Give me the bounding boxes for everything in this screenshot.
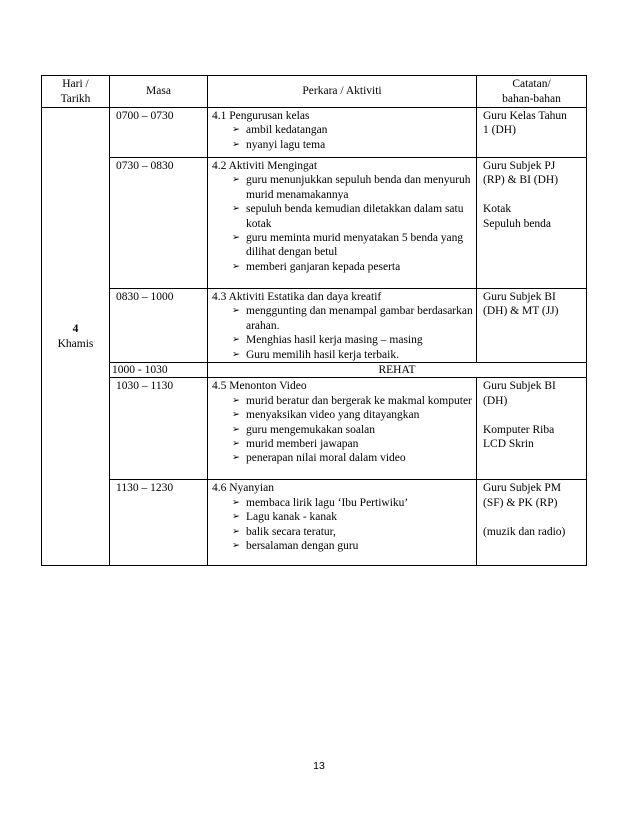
- activity-title: 4.1 Pengurusan kelas: [212, 110, 310, 122]
- notes-spacer: [483, 408, 583, 422]
- list-item: ➢ Menghias hasil kerja masing – masing: [232, 333, 474, 347]
- list-item: ➢ guru menunjukkan sepuluh benda dan menyuruh murid menamakannya: [232, 173, 474, 202]
- time-cell: 1130 – 1230: [110, 480, 208, 566]
- time-cell: 1030 – 1130: [110, 378, 208, 480]
- activity-list: [212, 496, 474, 554]
- table-row: [42, 108, 587, 158]
- list-item: ➢ memberi ganjaran kepada peserta: [232, 260, 474, 274]
- notes-line: Guru Subjek PJ: [483, 160, 556, 172]
- activity-list: [212, 123, 474, 152]
- activity-cell: [208, 378, 477, 480]
- activity-title: 4.6 Nyanyian: [212, 482, 274, 495]
- activity-cell: [208, 480, 477, 566]
- list-item: ➢ Guru memilih hasil kerja terbaik.: [232, 348, 474, 362]
- list-item: ➢ Lagu kanak - kanak: [232, 510, 474, 524]
- notes-line: Guru Kelas Tahun: [483, 110, 567, 122]
- notes-line: Kotak: [483, 203, 512, 216]
- header-catatan-line1: Catatan/: [512, 78, 551, 91]
- list-item: ➢ sepuluh benda kemudian diletakkan dalam satu kotak: [232, 202, 474, 231]
- day-name: Khamis: [57, 337, 94, 350]
- notes-cell: [477, 378, 587, 480]
- list-item: ➢ murid beratur dan bergerak ke makmal komputer: [232, 394, 474, 408]
- page-number: 13: [313, 760, 325, 772]
- header-hari-line1: Hari /: [62, 78, 89, 91]
- table-row: [42, 158, 587, 289]
- header-row: [42, 76, 587, 108]
- list-item: ➢ menggunting dan menampal gambar berdasarkan arahan.: [232, 304, 474, 333]
- list-item: ➢ ambil kedatangan: [232, 123, 474, 137]
- notes-line: 1 (DH): [483, 124, 516, 137]
- activity-cell: [208, 158, 477, 289]
- list-item: ➢ guru mengemukakan soalan: [232, 423, 474, 437]
- break-time: 1000 - 1030: [110, 363, 208, 378]
- time-cell: 0730 – 0830: [110, 158, 208, 289]
- activity-list: [212, 394, 474, 466]
- notes-cell: [477, 158, 587, 289]
- header-masa: Masa: [110, 76, 208, 108]
- activity-title: 4.5 Menonton Video: [212, 380, 307, 393]
- time-cell: 0830 – 1000: [110, 289, 208, 363]
- break-row: [42, 363, 587, 378]
- notes-line: (SF) & PK (RP): [483, 496, 558, 509]
- table-row: [42, 378, 587, 480]
- day-number: 4: [72, 323, 79, 336]
- activity-cell: [208, 108, 477, 158]
- list-item: ➢ balik secara teratur,: [232, 525, 474, 539]
- day-cell: [42, 108, 110, 566]
- list-item: ➢ murid memberi jawapan: [232, 437, 474, 451]
- list-item: ➢ membaca lirik lagu ‘Ibu Pertiwiku’: [232, 496, 474, 510]
- header-catatan-line2: bahan-bahan: [502, 92, 561, 105]
- header-hari: [42, 76, 110, 108]
- header-catatan: [477, 76, 587, 108]
- time-cell: 0700 – 0730: [110, 108, 208, 158]
- notes-line: (RP) & BI (DH): [483, 174, 559, 187]
- header-perkara: Perkara / Aktiviti: [208, 76, 477, 108]
- notes-line: Guru Subjek BI: [483, 380, 556, 393]
- notes-cell: [477, 480, 587, 566]
- notes-spacer: [483, 510, 583, 524]
- notes-line: (DH): [483, 394, 508, 407]
- schedule-table: [41, 75, 587, 566]
- activity-title: 4.3 Aktiviti Estatika dan daya kreatif: [212, 291, 382, 303]
- notes-cell: [477, 289, 587, 363]
- header-hari-line2: Tarikh: [60, 92, 91, 105]
- break-label: REHAT: [208, 363, 587, 378]
- list-item: ➢ nyanyi lagu tema: [232, 138, 474, 152]
- notes-line: Komputer Riba: [483, 423, 555, 436]
- notes-line: (muzik dan radio): [483, 525, 566, 538]
- activity-list: [212, 173, 474, 274]
- notes-line: Sepuluh benda: [483, 217, 552, 230]
- activity-title: 4.2 Aktiviti Mengingat: [212, 160, 318, 172]
- notes-spacer: [483, 188, 583, 202]
- activity-cell: [208, 289, 477, 363]
- activity-list: [212, 304, 474, 362]
- notes-line: Guru Subjek BI: [483, 291, 556, 303]
- list-item: ➢ penerapan nilai moral dalam video: [232, 451, 474, 465]
- list-item: ➢ bersalaman dengan guru: [232, 539, 474, 553]
- notes-cell: [477, 108, 587, 158]
- table-row: [42, 289, 587, 363]
- table-row: [42, 480, 587, 566]
- notes-line: (DH) & MT (JJ): [483, 305, 559, 318]
- list-item: ➢ guru meminta murid menyatakan 5 benda yang dilihat dengan betul: [232, 231, 474, 260]
- list-item: ➢ menyaksikan video yang ditayangkan: [232, 408, 474, 422]
- notes-line: LCD Skrin: [483, 438, 534, 451]
- notes-line: Guru Subjek PM: [483, 482, 561, 495]
